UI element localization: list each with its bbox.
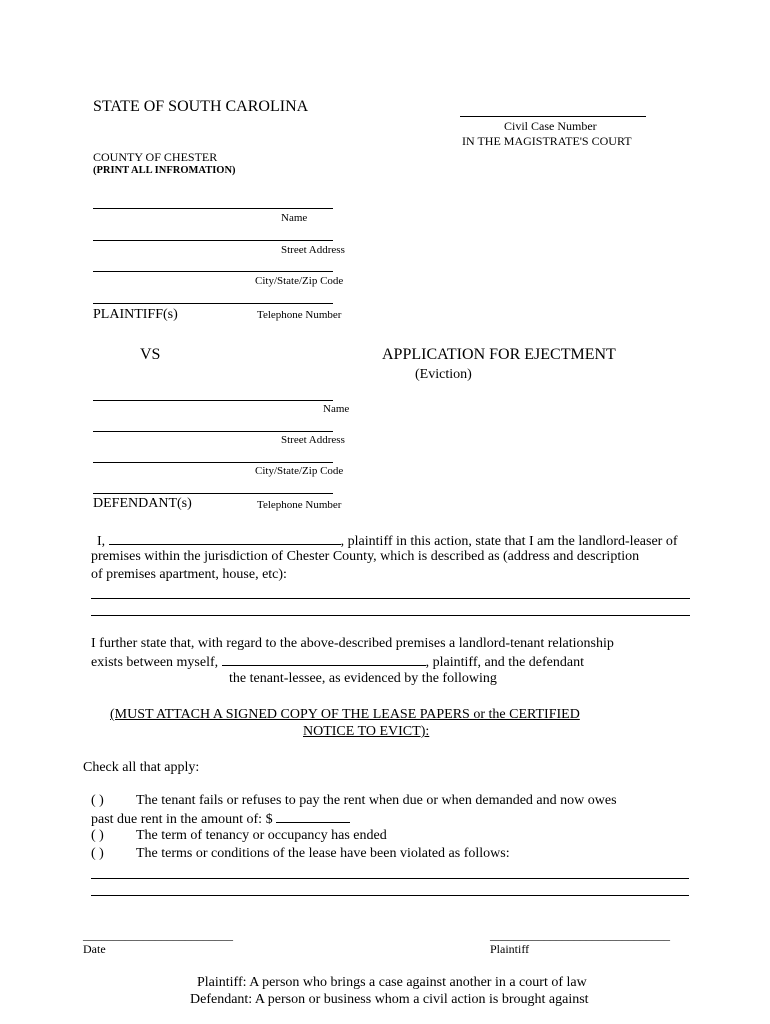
defendant-street-field[interactable]	[93, 431, 333, 432]
defendant-phone-label: Telephone Number	[257, 499, 342, 511]
county-label: COUNTY OF CHESTER	[93, 150, 218, 164]
statement-line-1	[97, 532, 677, 550]
case-number-label: Civil Case Number	[504, 119, 597, 133]
plaintiff-name-label: Name	[281, 212, 308, 224]
statement-suffix: , plaintiff in this action, state that I am the landlord-leaser of	[340, 534, 678, 549]
relationship-suffix: , plaintiff, and the defendant	[425, 655, 584, 670]
defendant-name-label: Name	[323, 403, 350, 415]
defendant-street-label: Street Address	[281, 434, 345, 446]
relationship-line-1: I further state that, with regard to the above-described premises a landlord-tenant relationship	[91, 636, 614, 651]
defendant-name-field[interactable]	[93, 400, 333, 401]
defendant-phone-field[interactable]	[93, 493, 333, 494]
plaintiff-phone-field[interactable]	[93, 303, 333, 304]
relationship-line-3: the tenant-lessee, as evidenced by the following	[229, 671, 497, 686]
court-label: IN THE MAGISTRATE'S COURT	[462, 134, 632, 148]
plaintiff-signature-label: Plaintiff	[490, 942, 530, 956]
violation-description-line-2[interactable]	[91, 895, 689, 896]
defendant-party-label: DEFENDANT(s)	[93, 496, 192, 511]
plaintiff-street-label: Street Address	[281, 244, 345, 256]
plaintiff-city-field[interactable]	[93, 271, 333, 272]
defendant-city-field[interactable]	[93, 462, 333, 463]
premises-description-line-1[interactable]	[91, 598, 690, 599]
date-signature-line[interactable]: _________________________	[83, 928, 233, 942]
date-label: Date	[83, 942, 106, 956]
plaintiff-street-field[interactable]	[93, 240, 333, 241]
statement-line-3: of premises apartment, house, etc):	[91, 567, 287, 582]
plaintiff-phone-label: Telephone Number	[257, 309, 342, 321]
document-subtitle: (Eviction)	[415, 367, 472, 382]
option-violation-text: The terms or conditions of the lease have been violated as follows:	[136, 846, 510, 861]
plaintiff-name-inline-field[interactable]	[222, 653, 426, 666]
plaintiff-city-label: City/State/Zip Code	[255, 275, 344, 287]
defendant-definition: Defendant: A person or business whom a civil action is brought against	[190, 992, 589, 1007]
statement-line-2: premises within the jurisdiction of Chester County, which is described as (address and description	[91, 549, 640, 564]
option-rent-checkbox[interactable]: ( )	[91, 793, 104, 808]
defendant-city-label: City/State/Zip Code	[255, 465, 344, 477]
past-due-amount-field[interactable]	[276, 810, 350, 823]
option-term-checkbox[interactable]: ( )	[91, 828, 104, 843]
attach-note-line-1: (MUST ATTACH A SIGNED COPY OF THE LEASE PAPERS or the CERTIFIED	[110, 707, 580, 722]
attach-note-line-2: NOTICE TO EVICT):	[303, 724, 430, 739]
premises-description-line-2[interactable]	[91, 615, 690, 616]
statement-prefix: I,	[97, 534, 106, 549]
check-all-label: Check all that apply:	[83, 760, 200, 775]
option-term-text: The term of tenancy or occupancy has ended	[136, 828, 387, 843]
case-number-field[interactable]	[460, 116, 646, 117]
vs-label: VS	[140, 346, 161, 363]
plaintiff-name-field[interactable]	[93, 208, 333, 209]
plaintiff-definition: Plaintiff: A person who brings a case against another in a court of law	[197, 975, 587, 990]
relationship-prefix: exists between myself,	[91, 655, 219, 670]
document-title: APPLICATION FOR EJECTMENT	[382, 346, 616, 363]
past-due-label: past due rent in the amount of: $	[91, 812, 273, 827]
print-note: (PRINT ALL INFROMATION)	[93, 165, 236, 176]
landlord-name-field[interactable]	[109, 532, 341, 545]
relationship-line-2	[91, 653, 584, 671]
option-rent-text-2	[91, 810, 350, 828]
plaintiff-signature-line[interactable]: ______________________________	[490, 928, 670, 942]
violation-description-line-1[interactable]	[91, 878, 689, 879]
option-rent-text-1: The tenant fails or refuses to pay the rent when due or when demanded and now owes	[136, 793, 617, 808]
option-violation-checkbox[interactable]: ( )	[91, 846, 104, 861]
plaintiff-party-label: PLAINTIFF(s)	[93, 307, 178, 322]
state-title: STATE OF SOUTH CAROLINA	[93, 98, 309, 115]
